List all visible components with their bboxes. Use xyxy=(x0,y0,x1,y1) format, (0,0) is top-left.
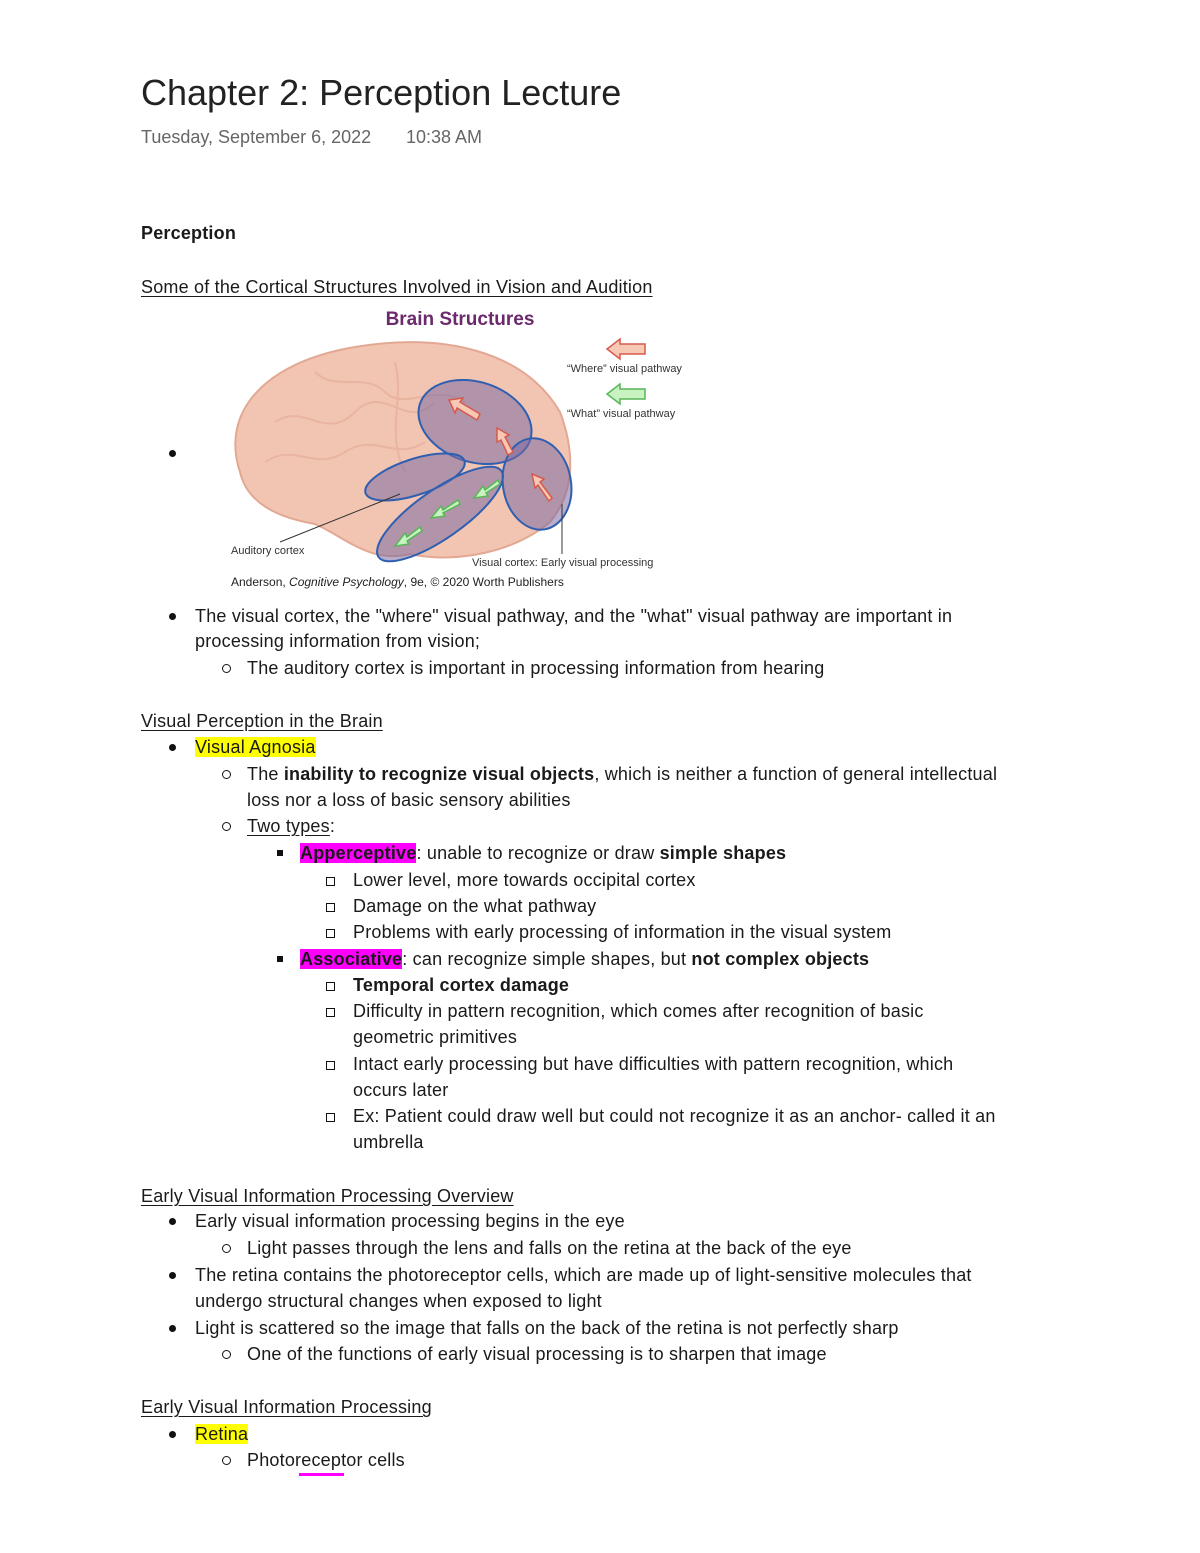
text-line: Problems with early processing of information in the visual system xyxy=(353,922,892,942)
text-line: One of the functions of early visual processing is to sharpen that image xyxy=(247,1344,827,1364)
note-time: 10:38 AM xyxy=(406,127,483,147)
highlight-apperceptive: Apperceptive xyxy=(300,843,417,863)
brain-structures-figure xyxy=(195,302,715,600)
square-bullet-icon xyxy=(277,850,283,856)
hollow-square-bullet-icon xyxy=(326,877,335,886)
text-line: Difficulty in pattern recognition, which comes after recognition of basic xyxy=(353,1001,924,1021)
circle-bullet-icon xyxy=(222,664,231,673)
visual-cortex-label: Visual cortex: Early visual processing xyxy=(472,557,654,569)
bullet-icon xyxy=(169,1431,176,1438)
text-line: Early visual information processing begins in the eye xyxy=(195,1211,625,1231)
bullet-icon xyxy=(169,450,176,457)
square-bullet-icon xyxy=(277,956,283,962)
what-legend-arrow-icon xyxy=(607,384,645,404)
circle-bullet-icon xyxy=(222,1244,231,1253)
circle-bullet-icon xyxy=(222,1350,231,1359)
hollow-square-bullet-icon xyxy=(326,1008,335,1017)
text-line: Ex: Patient could draw well but could not recognize it as an anchor- called it an xyxy=(353,1106,996,1126)
text-line: Damage on the what pathway xyxy=(353,896,597,916)
hollow-square-bullet-icon xyxy=(326,903,335,912)
text-line: Light passes through the lens and falls on the retina at the back of the eye xyxy=(247,1238,852,1258)
note-date: Tuesday, September 6, 2022 xyxy=(141,127,372,147)
subheading-cortical: Some of the Cortical Structures Involved in Vision and Audition xyxy=(141,277,653,297)
bullet-icon xyxy=(169,1218,176,1225)
text-line: geometric primitives xyxy=(353,1027,518,1047)
hollow-square-bullet-icon xyxy=(326,929,335,938)
text-line: Intact early processing but have difficulties with pattern recognition, which xyxy=(353,1054,954,1074)
circle-bullet-icon xyxy=(222,1456,231,1465)
highlight-visual-agnosia: Visual Agnosia xyxy=(195,737,316,757)
text-line: Lower level, more towards occipital cortex xyxy=(353,870,696,890)
subheading-visual: Visual Perception in the Brain xyxy=(141,711,383,731)
section-heading: Perception xyxy=(141,223,237,243)
subheading-overview: Early Visual Information Processing Overview xyxy=(141,1186,514,1206)
figure-title: Brain Structures xyxy=(385,309,535,330)
legend-what-label: “What” visual pathway xyxy=(567,408,676,420)
text-line: The visual cortex, the "where" visual pathway, and the "what" visual pathway are important in xyxy=(195,606,953,626)
text-line: Associative: can recognize simple shapes, but not complex objects xyxy=(300,949,870,969)
text-line: The retina contains the photoreceptor cells, which are made up of light-sensitive molecules that xyxy=(195,1265,972,1285)
bullet-icon xyxy=(169,613,176,620)
hollow-square-bullet-icon xyxy=(326,1061,335,1070)
highlight-associative: Associative xyxy=(300,949,403,969)
highlight-retina: Retina xyxy=(195,1424,249,1444)
text-line: Photoreceptor cells xyxy=(247,1450,405,1470)
text-line: Apperceptive: unable to recognize or draw simple shapes xyxy=(300,843,787,863)
legend-where-label: “Where” visual pathway xyxy=(567,363,682,375)
text-line: loss nor a loss of basic sensory abilities xyxy=(247,790,571,810)
hollow-square-bullet-icon xyxy=(326,1113,335,1122)
ink-underline-mark xyxy=(299,1473,344,1476)
auditory-cortex-label: Auditory cortex xyxy=(231,545,305,557)
text-line: occurs later xyxy=(353,1080,449,1100)
text-line: Temporal cortex damage xyxy=(353,975,570,995)
where-legend-arrow-icon xyxy=(607,339,645,359)
circle-bullet-icon xyxy=(222,770,231,779)
circle-bullet-icon xyxy=(222,822,231,831)
text-line: Light is scattered so the image that falls on the back of the retina is not perfectly sharp xyxy=(195,1318,899,1338)
page-title: Chapter 2: Perception Lecture xyxy=(141,72,622,113)
text-line: processing information from vision; xyxy=(195,631,481,651)
text-line: umbrella xyxy=(353,1132,424,1152)
text-line: Two types: xyxy=(247,816,336,836)
figure-credit: Anderson, Cognitive Psychology, 9e, © 2020 Worth Publishers xyxy=(231,575,564,589)
text-line: The auditory cortex is important in processing information from hearing xyxy=(247,658,825,678)
text-line: undergo structural changes when exposed to light xyxy=(195,1291,602,1311)
bullet-icon xyxy=(169,1272,176,1279)
bullet-icon xyxy=(169,744,176,751)
bullet-icon xyxy=(169,1325,176,1332)
text-line: The inability to recognize visual objects, which is neither a function of general intellectual xyxy=(247,764,998,784)
hollow-square-bullet-icon xyxy=(326,982,335,991)
subheading-processing: Early Visual Information Processing xyxy=(141,1397,432,1417)
